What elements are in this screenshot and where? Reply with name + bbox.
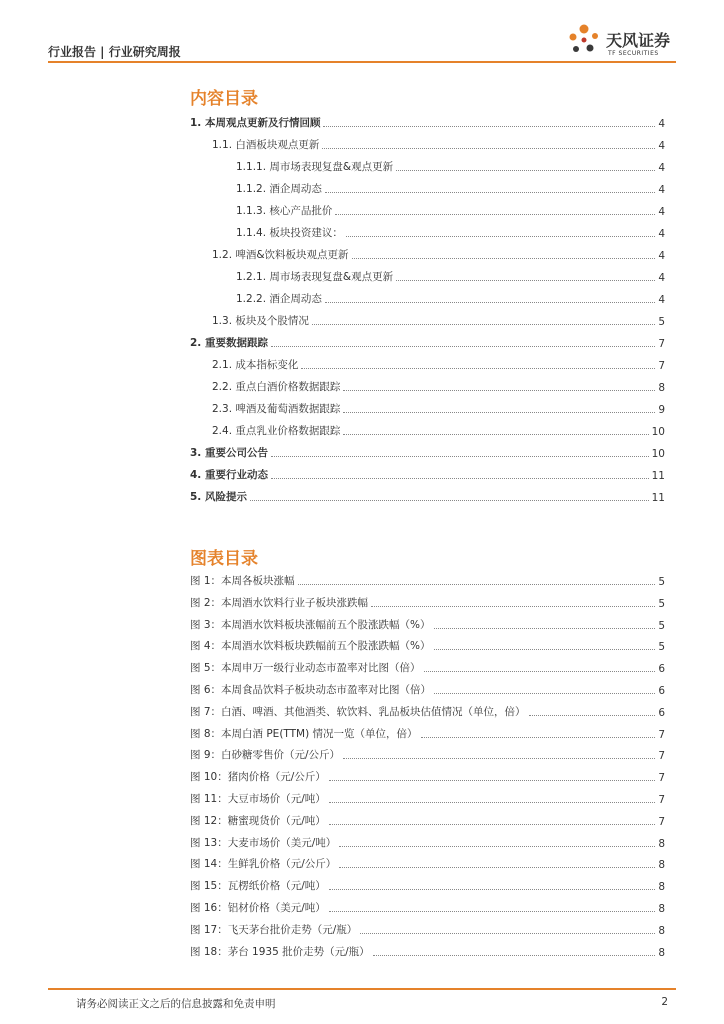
dot-leader	[298, 583, 656, 585]
company-logo	[564, 22, 676, 60]
toc-item-page: 11	[651, 470, 665, 482]
toc-item[interactable]	[190, 378, 665, 394]
figure-item-label: 图 15：瓦楞纸价格（元/吨）	[190, 880, 326, 893]
figure-item-label: 图 8：本周白酒 PE(TTM) 情况一览（单位，倍）	[190, 727, 418, 740]
dot-leader	[371, 605, 655, 607]
dot-leader	[434, 692, 655, 694]
dot-leader	[396, 169, 655, 171]
flower-logo-icon	[564, 22, 604, 60]
toc-item-label: 2. 重要数据跟踪	[190, 337, 268, 349]
dot-leader	[360, 932, 655, 934]
logo-name: 天风证券	[606, 31, 671, 50]
toc-item-page: 4	[658, 228, 665, 240]
toc-item-label: 1.2. 啤酒&饮料板块观点更新	[212, 249, 349, 261]
figure-item-label: 图 9：白砂糖零售价（元/公斤）	[190, 749, 341, 762]
toc-item[interactable]	[190, 158, 665, 174]
toc-item-page: 4	[658, 140, 665, 152]
report-breadcrumb: 行业报告 | 行业研究周报	[48, 45, 181, 59]
figure-item-page: 8	[658, 837, 665, 850]
toc-item[interactable]	[190, 466, 665, 482]
toc-item-page: 4	[658, 184, 665, 196]
figure-item-page: 5	[658, 576, 665, 588]
toc-item-page: 4	[658, 294, 665, 306]
dot-leader	[424, 670, 656, 672]
dot-leader	[529, 714, 656, 716]
dot-leader	[343, 433, 648, 435]
toc-item-page: 10	[651, 448, 665, 460]
toc-item-label: 2.4. 重点乳业价格数据跟踪	[212, 425, 341, 437]
toc-item-label: 1.1.3. 核心产品批价	[236, 205, 333, 217]
dot-leader	[434, 627, 656, 629]
toc-item-page: 10	[651, 426, 665, 438]
figure-item-page: 5	[658, 619, 665, 632]
figure-item[interactable]	[190, 921, 665, 937]
toc-item-page: 4	[658, 206, 665, 218]
figure-item[interactable]	[190, 899, 665, 915]
figure-item[interactable]	[190, 790, 665, 806]
dot-leader	[335, 213, 655, 215]
figure-item[interactable]	[190, 943, 665, 959]
toc-item-label: 1.2.1. 周市场表现复盘&观点更新	[236, 271, 394, 283]
figure-item-label: 图 7：白酒、啤酒、其他酒类、软饮料、乳品板块估值情况（单位，倍）	[190, 705, 526, 718]
dot-leader	[250, 499, 649, 501]
figure-item-label: 图 5：本周申万一级行业动态市盈率对比图（倍）	[190, 662, 421, 675]
figure-item-label: 图 2：本周酒水饮料行业子板块涨跌幅	[190, 596, 369, 609]
logo-subtitle: TF SECURITIES	[608, 50, 659, 57]
figure-item[interactable]	[190, 594, 665, 610]
figure-item-label: 图 13：大麦市场价（美元/吨）	[190, 836, 337, 849]
dot-leader	[322, 147, 655, 149]
dot-leader	[352, 257, 656, 259]
figure-item-page: 5	[658, 597, 665, 610]
figure-item-label: 图 6：本周食品饮料子板块动态市盈率对比图（倍）	[190, 684, 432, 696]
page-header	[48, 20, 676, 64]
toc-item[interactable]	[190, 114, 665, 130]
toc-item-page: 11	[651, 492, 665, 504]
dot-leader	[271, 455, 649, 457]
dot-leader	[301, 367, 655, 369]
toc-item-label: 3. 重要公司公告	[190, 447, 268, 459]
dot-leader	[339, 845, 655, 847]
figure-item-page: 8	[658, 881, 665, 894]
dot-leader	[329, 910, 656, 912]
toc-item-label: 1. 本周观点更新及行情回顾	[190, 117, 321, 129]
figure-item-page: 8	[658, 924, 665, 937]
toc-item-label: 1.3. 板块及个股情况	[212, 315, 309, 327]
dot-leader	[329, 801, 656, 803]
figure-item[interactable]	[190, 855, 665, 871]
toc-item-page: 4	[658, 272, 665, 284]
figure-item[interactable]	[190, 616, 665, 632]
header-divider	[48, 61, 676, 63]
toc-item-page: 4	[658, 118, 665, 130]
dot-leader	[329, 888, 656, 890]
figure-item[interactable]	[190, 877, 665, 893]
toc-item[interactable]	[190, 312, 665, 328]
figure-item-page: 8	[658, 859, 665, 872]
toc-item-page: 7	[658, 360, 665, 372]
dot-leader	[343, 389, 655, 391]
figure-item[interactable]	[190, 834, 665, 850]
toc-item-label: 1.1. 白酒板块观点更新	[212, 139, 320, 151]
figure-item-label: 图 16：铝材价格（美元/吨）	[190, 902, 326, 914]
toc-item[interactable]	[190, 136, 665, 152]
figure-item[interactable]	[190, 637, 665, 653]
figure-item-page: 8	[658, 903, 665, 915]
figures-title: 图表目录	[190, 549, 258, 569]
figure-item[interactable]	[190, 725, 665, 741]
toc-title: 内容目录	[190, 89, 258, 109]
figure-item-page: 7	[658, 728, 665, 741]
dot-leader	[271, 477, 649, 479]
dot-leader	[343, 757, 655, 759]
figure-item-page: 7	[658, 794, 665, 806]
page-footer	[48, 988, 676, 1018]
figure-item[interactable]	[190, 659, 665, 675]
figure-item-label: 图 10：猪肉价格（元/公斤）	[190, 771, 326, 784]
toc-item-label: 2.3. 啤酒及葡萄酒数据跟踪	[212, 403, 341, 415]
figure-item[interactable]	[190, 812, 665, 828]
figure-item-page: 7	[658, 772, 665, 785]
dot-leader	[421, 736, 656, 738]
toc-item[interactable]	[190, 224, 665, 240]
toc-item[interactable]	[190, 290, 665, 306]
toc-item-label: 5. 风险提示	[190, 491, 247, 503]
figure-item[interactable]	[190, 681, 665, 697]
figure-item[interactable]	[190, 768, 665, 784]
toc-item[interactable]	[190, 246, 665, 262]
figure-item-page: 6	[658, 663, 665, 676]
figure-item-page: 7	[658, 750, 665, 763]
figure-item[interactable]	[190, 572, 665, 588]
toc-item[interactable]	[190, 334, 665, 350]
dot-leader	[339, 866, 655, 868]
toc-item[interactable]	[190, 444, 665, 460]
toc-item-label: 4. 重要行业动态	[190, 469, 268, 481]
figure-item-label: 图 14：生鲜乳价格（元/公斤）	[190, 858, 337, 871]
figure-item-page: 6	[658, 706, 665, 719]
toc-item-label: 2.1. 成本指标变化	[212, 359, 299, 371]
toc-item-page: 4	[658, 250, 665, 262]
figure-item-label: 图 18：茅台 1935 批价走势（元/瓶）	[190, 945, 370, 958]
toc-item-page: 4	[658, 162, 665, 174]
dot-leader	[343, 411, 655, 413]
toc-item-label: 1.1.4. 板块投资建议：	[236, 227, 343, 239]
figure-item-label: 图 4：本周酒水饮料板块跌幅前五个股涨跌幅（%）	[190, 640, 431, 653]
figure-item-page: 7	[658, 815, 665, 828]
dot-leader	[312, 323, 655, 325]
toc-item-label: 1.2.2. 酒企周动态	[236, 293, 322, 305]
toc-item-page: 9	[658, 404, 665, 416]
toc-item-page: 8	[658, 382, 665, 394]
toc-item[interactable]	[190, 422, 665, 438]
figure-item-label: 图 3：本周酒水饮料板块涨幅前五个股涨跌幅（%）	[190, 618, 431, 631]
figure-item-label: 图 17：飞天茅台批价走势（元/瓶）	[190, 923, 358, 936]
dot-leader	[329, 823, 656, 825]
dot-leader	[434, 648, 656, 650]
toc-item[interactable]	[190, 180, 665, 196]
toc-item[interactable]	[190, 400, 665, 416]
toc-item[interactable]	[190, 202, 665, 218]
figure-item[interactable]	[190, 746, 665, 762]
toc-item[interactable]	[190, 488, 665, 504]
dot-leader	[396, 279, 655, 281]
figure-item[interactable]	[190, 703, 665, 719]
toc-item-page: 5	[658, 316, 665, 328]
figure-item-page: 8	[658, 946, 665, 959]
dot-leader	[323, 125, 655, 127]
dot-leader	[271, 345, 655, 347]
toc-item[interactable]	[190, 268, 665, 284]
dot-leader	[325, 191, 655, 193]
page-number: 2	[661, 996, 668, 1008]
figure-item-label: 图 1：本周各板块涨幅	[190, 575, 295, 587]
figure-item-page: 6	[658, 685, 665, 697]
figure-item-label: 图 12：糖蜜现货价（元/吨）	[190, 814, 326, 827]
dot-leader	[373, 954, 656, 956]
footer-divider	[48, 988, 676, 990]
toc-item-label: 1.1.2. 酒企周动态	[236, 183, 322, 195]
dot-leader	[325, 301, 655, 303]
toc-item-page: 7	[658, 338, 665, 350]
figure-item-page: 5	[658, 641, 665, 654]
dot-leader	[329, 779, 656, 781]
toc-item-label: 1.1.1. 周市场表现复盘&观点更新	[236, 161, 394, 173]
toc-item[interactable]	[190, 356, 665, 372]
figure-item-label: 图 11：大豆市场价（元/吨）	[190, 793, 326, 805]
dot-leader	[346, 235, 655, 237]
toc-item-label: 2.2. 重点白酒价格数据跟踪	[212, 381, 341, 393]
footer-disclaimer: 请务必阅读正文之后的信息披露和免责申明	[76, 998, 276, 1010]
